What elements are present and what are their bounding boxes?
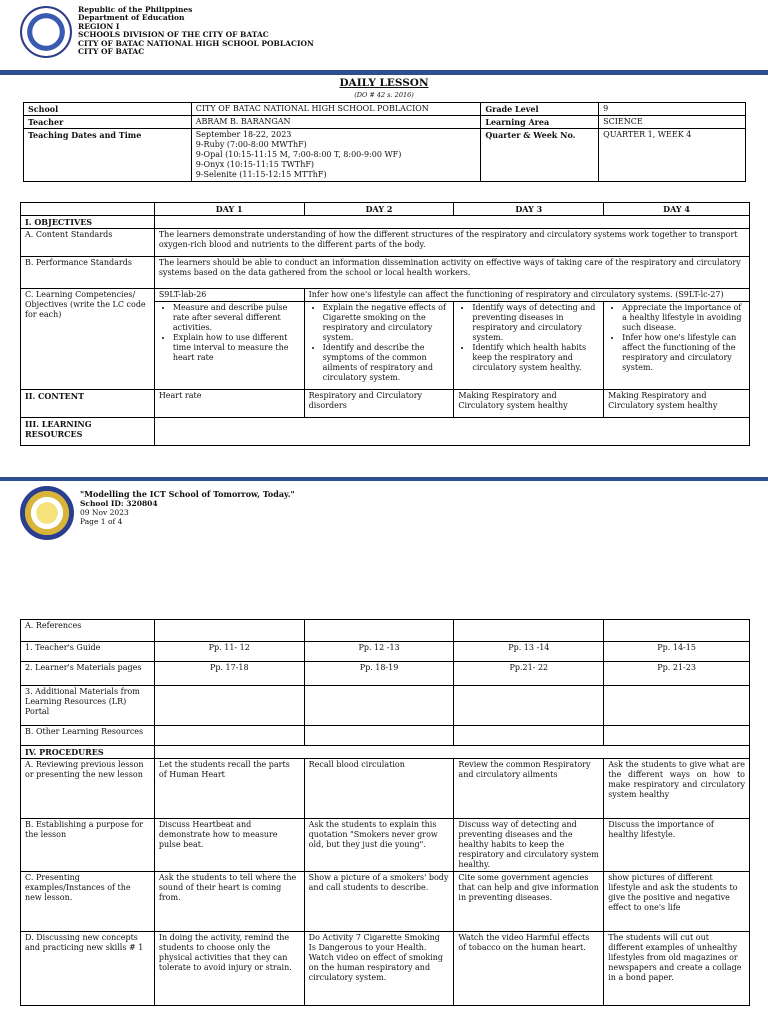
letterhead-line: Department of Education [78,13,185,23]
objective-item: • Appreciate the importance of a healthy lifestyle in avoiding such disease. [622,303,745,333]
school-value: CITY OF BATAC NATIONAL HIGH SCHOOL POBLACION [191,103,481,116]
letterhead-line: CITY OF BATAC [78,47,145,57]
date-line: 9-Opal (10:15-11:15 M, 7:00-8:00 T, 8:00-9:00 WF) [195,150,402,159]
objective-item: • Explain the negative effects of Cigarette smoking on the respiratory and circulatory system. [323,303,450,343]
footer [80,490,295,526]
objectives-heading: I. OBJECTIVES [21,216,155,229]
dates-value [191,129,481,182]
date-line: 9-Selenite (11:15-12:15 MTThF) [195,170,327,179]
letterhead-line: REGION I [78,21,120,31]
empty-cell [604,726,750,746]
objective-item: • Identify ways of detecting and preventing diseases in respiratory and circulatory system. [472,303,599,343]
date-line: September 18-22, 2023 [195,130,292,139]
quarter-value: QUARTER 1, WEEK 4 [599,129,746,182]
procedure-label: C. Presenting examples/Instances of the new lesson. [21,872,155,932]
additional-materials-label: 3. Additional Materials from Learning Resources (LR) Portal [21,686,155,726]
grade-label: Grade Level [481,103,599,116]
objective-item: • Identify and describe the symptoms of the common ailments of respiratory and circulatory system. [323,343,450,383]
lesson-table-page1 [20,202,750,446]
school-label: School [24,103,192,116]
day-header: DAY 1 [154,203,304,216]
day-header: DAY 3 [454,203,604,216]
empty-cell [454,686,604,726]
day2-objectives [304,302,454,390]
tg-day1: Pp. 11- 12 [154,642,304,662]
info-table [23,102,746,182]
procedure-day2: Do Activity 7 Cigarette Smoking Is Dangerous to your Health. Watch video on effect of smoking on the human respiratory and circulatory system. [304,932,454,1006]
grade-value: 9 [599,103,746,116]
objective-item: • Infer how one's lifestyle can affect the functioning of the respiratory and circulatory system. [622,333,745,373]
procedure-label: D. Discussing new concepts and practicing new skills # 1 [21,932,155,1006]
school-id: School ID: 320804 [80,499,158,508]
day-header: DAY 2 [304,203,454,216]
procedure-day2: Recall blood circulation [304,759,454,819]
procedure-day3: Review the common Respiratory and circulatory ailments [454,759,604,819]
empty-cell [304,726,454,746]
lm-day4: Pp. 21-23 [604,662,750,686]
empty-cell [154,216,749,229]
content-day2: Respiratory and Circulatory disorders [304,390,454,418]
letterhead-line: Republic of the Philippines [78,5,193,14]
procedure-day3: Discuss way of detecting and preventing diseases and the healthy habits to keep the respiratory and circulatory system healthy. [454,819,604,872]
other-resources-label: B. Other Learning Resources [21,726,155,746]
empty-cell [604,620,750,642]
empty-cell [604,686,750,726]
page-title: DAILY LESSON [339,77,429,89]
procedure-day3: Watch the video Harmful effects of tobacco on the human heart. [454,932,604,1006]
content-standards-label: A. Content Standards [21,229,155,257]
procedure-day4: The students will cut out different examples of unhealthy lifestyles from old magazines or newspapers and create a collage in a bond paper. [604,932,750,1006]
content-standards: The learners demonstrate understanding of how the different structures of the respiratory and circulatory systems work together to transport oxygen-rich blood and nutrients to the different parts of the body. [154,229,749,257]
procedures-heading: IV. PROCEDURES [21,746,155,759]
procedure-day3: Cite some government agencies that can help and give information in preventing diseases. [454,872,604,932]
footer-date: 09 Nov 2023 [80,508,129,517]
letterhead-line: SCHOOLS DIVISION OF THE CITY OF BATAC [78,30,269,40]
procedure-day1: In doing the activity, remind the students to choose only the physical activities that they can tolerate to avoid injury or strain. [154,932,304,1006]
lm-day3: Pp.21- 22 [454,662,604,686]
letterhead [78,6,314,56]
header-divider [0,70,768,75]
lm-day2: Pp. 18-19 [304,662,454,686]
teacher-value: ABRAM B. BARANGAN [191,116,481,129]
learners-materials-label: 2. Learner's Materials pages [21,662,155,686]
area-label: Learning Area [481,116,599,129]
footer-quote: "Modelling the ICT School of Tomorrow, Today." [80,489,295,499]
dates-label: Teaching Dates and Time [24,129,192,182]
empty-cell [454,726,604,746]
content-heading: II. CONTENT [21,390,155,418]
quarter-label: Quarter & Week No. [481,129,599,182]
competencies-label: C. Learning Competencies/ Objectives (write the LC code for each) [21,289,155,390]
references-label: A. References [21,620,155,642]
empty-cell [154,686,304,726]
date-line: 9-Ruby (7:00-8:00 MWThF) [195,140,307,149]
deped-seal-logo [20,6,72,58]
procedure-day4: Discuss the importance of healthy lifestyle. [604,819,750,872]
day3-objectives [454,302,604,390]
procedure-day2: Ask the students to explain this quotation "Smokers never grow old, but they just die young". [304,819,454,872]
procedure-day4: show pictures of different lifestyle and ask the students to give the positive and negative effect to one's life [604,872,750,932]
area-value: SCIENCE [599,116,746,129]
content-day4: Making Respiratory and Circulatory system healthy [604,390,750,418]
school-logo [20,486,74,540]
procedure-day2: Show a picture of a smokers' body and call students to describe. [304,872,454,932]
empty-cell [454,620,604,642]
lm-day1: Pp. 17-18 [154,662,304,686]
procedure-day1: Discuss Heartbeat and demonstrate how to measure pulse beat. [154,819,304,872]
empty-cell [304,620,454,642]
page-number: Page 1 of 4 [80,517,123,526]
procedure-label: A. Reviewing previous lesson or presenting the new lesson [21,759,155,819]
objective-item: • Identify which health habits keep the respiratory and circulatory system healthy. [472,343,599,373]
letterhead-line: CITY OF BATAC NATIONAL HIGH SCHOOL POBLACION [78,38,314,48]
content-day3: Making Respiratory and Circulatory system healthy [454,390,604,418]
procedure-day4: Ask the students to give what are the different ways on how to make respiratory and circulatory system healthy [604,759,750,819]
day1-objectives [154,302,304,390]
empty-cell [154,746,749,759]
objective-item: • Measure and describe pulse rate after several different activities. [173,303,300,333]
empty-cell [304,686,454,726]
procedure-label: B. Establishing a purpose for the lesson [21,819,155,872]
empty-cell [154,620,304,642]
corner-cell [21,203,155,216]
objective-item: • Explain how to use different time interval to measure the heart rate [173,333,300,363]
day-header: DAY 4 [604,203,750,216]
procedure-day1: Ask the students to tell where the sound of their heart is coming from. [154,872,304,932]
performance-standards-label: B. Performance Standards [21,257,155,289]
day4-objectives [604,302,750,390]
performance-standards: The learners should be able to conduct an information dissemination activity on effective ways of taking care of the respiratory and circulatory systems based on the data gathered from the school or local health workers. [154,257,749,289]
tg-day2: Pp. 12 -13 [304,642,454,662]
procedure-day1: Let the students recall the parts of Human Heart [154,759,304,819]
competency-text: Infer how one's lifestyle can affect the functioning of respiratory and circulatory systems. (S9LT-lc-27) [304,289,749,302]
tg-day3: Pp. 13 -14 [454,642,604,662]
footer-divider [0,477,768,481]
lesson-table-page2 [20,619,750,1006]
teachers-guide-label: 1. Teacher's Guide [21,642,155,662]
empty-cell [154,726,304,746]
teacher-label: Teacher [24,116,192,129]
empty-cell [154,418,749,446]
content-day1: Heart rate [154,390,304,418]
date-line: 9-Onyx (10:15-11:15 TWThF) [195,160,315,169]
resources-heading: III. LEARNING RESOURCES [21,418,155,446]
tg-day4: Pp. 14-15 [604,642,750,662]
page-subtitle: (DO # 42 s. 2016) [354,91,414,99]
competency-code: S9LT-lab-26 [154,289,304,302]
